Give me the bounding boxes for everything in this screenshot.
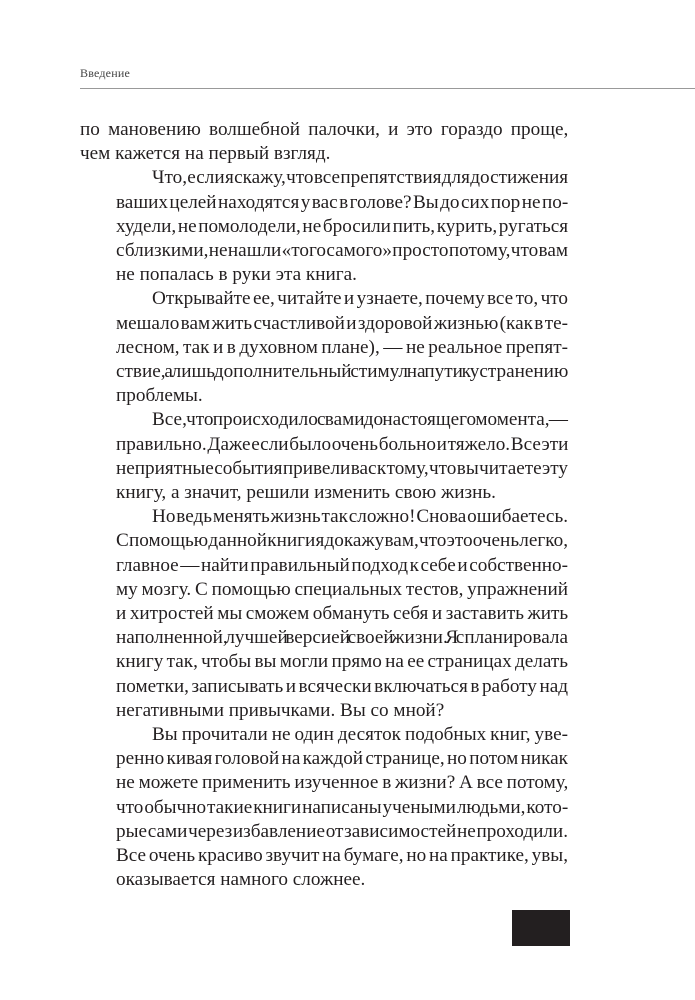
text-line: мешало вам жить счастливой и здоровой жизнью (как в те- xyxy=(116,312,568,334)
text-line: что обычно такие книги написаны учеными людьми, кото- xyxy=(116,796,569,818)
text-line: Все очень красиво звучит на бумаге, но на практике, увы, xyxy=(116,845,568,867)
text-line: Все, что происходило с вами до настоящего момента, — xyxy=(152,409,568,431)
text-line: худели, не помолодели, не бросили пить, курить, ругаться xyxy=(116,215,569,237)
body-text xyxy=(80,118,568,893)
text-line: ствие, а лишь дополнительный стимул на пути к устранению xyxy=(116,361,569,383)
text-line: рые сами через избавление от зависимостей не проходили. xyxy=(116,820,568,842)
text-line: оказывается намного сложнее. xyxy=(116,869,366,891)
text-line: Открывайте ее, читайте и узнаете, почему все то, что xyxy=(152,288,568,310)
paragraph xyxy=(80,166,568,287)
text-line: С помощью данной книги я докажу вам, что это очень легко, xyxy=(116,530,568,552)
text-line: ваших целей находятся у вас в голове? Вы до сих пор не по- xyxy=(116,191,569,213)
header-rule xyxy=(80,88,695,89)
paragraph xyxy=(80,505,568,723)
text-line: Вы прочитали не один десяток подобных книг, уве- xyxy=(152,724,568,746)
text-line: ренно кивая головой на каждой странице, но потом никак xyxy=(116,748,569,770)
paragraph xyxy=(80,118,568,166)
text-line: проблемы. xyxy=(116,385,203,407)
text-line: книгу, а значит, решили изменить свою жизнь. xyxy=(116,482,496,504)
text-line: му мозгу. С помощью специальных тестов, упражнений xyxy=(116,578,568,600)
text-line: негативными привычками. Вы со мной? xyxy=(116,699,445,721)
text-line: Что, если я скажу, что все препятствия для достижения xyxy=(152,167,569,189)
text-line: по мановению волшебной палочки, и это гораздо проще, xyxy=(80,119,569,140)
running-header: Введение xyxy=(80,66,130,80)
text-line: главное — найти правильный подход к себе и собственно- xyxy=(116,554,568,576)
text-line: не попалась в руки эта книга. xyxy=(116,264,357,286)
paragraph xyxy=(80,408,568,505)
text-line: книгу так, чтобы вы могли прямо на ее страницах делать xyxy=(116,651,568,673)
text-line: лесном, так и в духовном плане), — не реальное препят- xyxy=(116,336,568,358)
text-line: с близкими, не нашли «того самого» просто потому, что вам xyxy=(116,240,568,262)
paragraph xyxy=(80,723,568,892)
text-line: и хитростей мы сможем обмануть себя и заставить жить xyxy=(116,603,569,625)
text-line: наполненной, лучшей версией своей жизни. Я спланировала xyxy=(116,627,568,649)
text-line: чем кажется на первый взгляд. xyxy=(80,143,331,165)
text-line: неприятные события привели вас к тому, что вы читаете эту xyxy=(116,457,568,479)
text-line: не можете применить изученное в жизни? А все потому, xyxy=(116,772,569,794)
corner-block xyxy=(512,910,570,946)
text-line: правильно. Даже если было очень больно и тяжело. Все эти xyxy=(116,433,569,455)
text-line: Но ведь менять жизнь так сложно! Снова ошибаетесь. xyxy=(152,506,568,528)
text-line: пометки, записывать и всячески включаться в работу над xyxy=(116,675,568,697)
paragraph xyxy=(80,287,568,408)
